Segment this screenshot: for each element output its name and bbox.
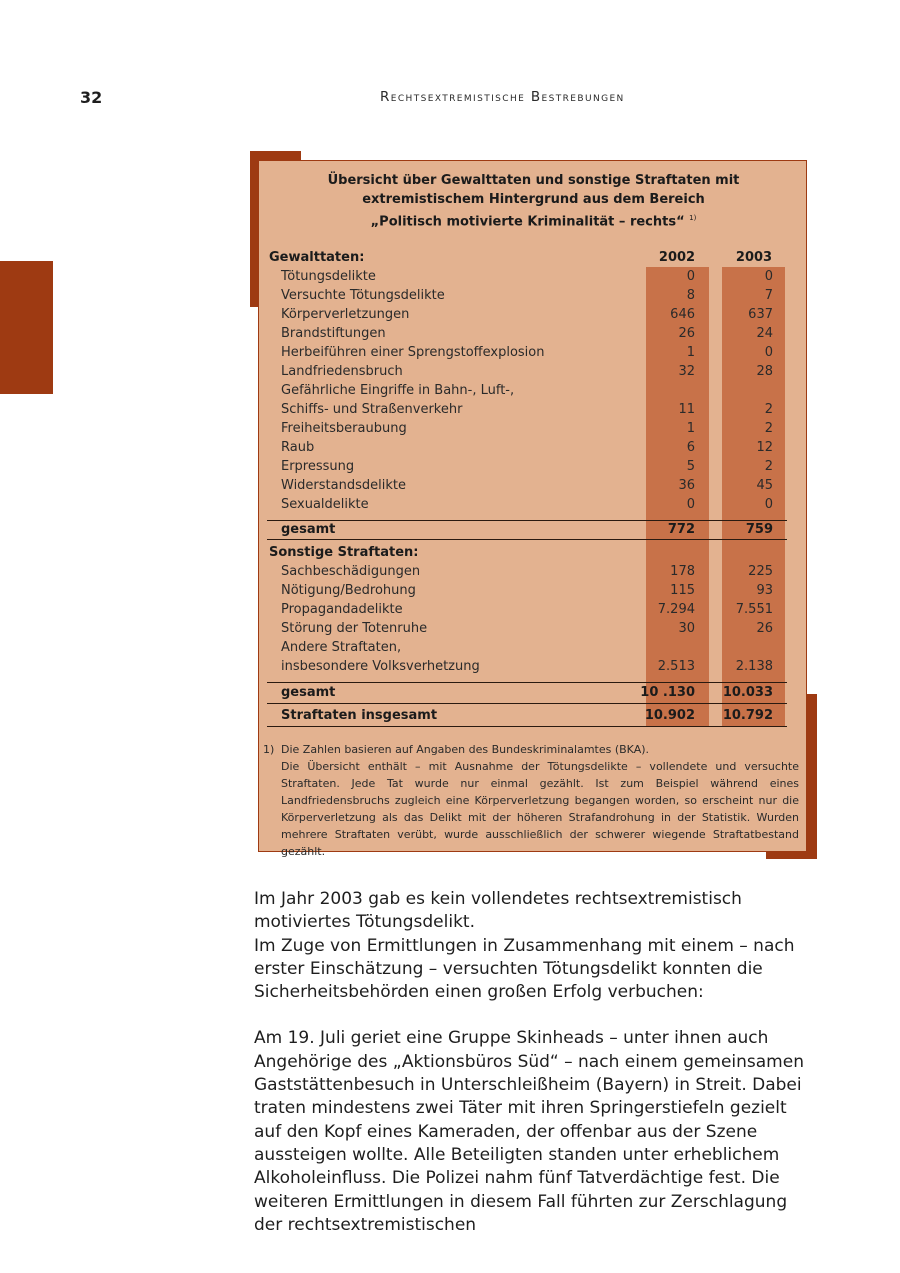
- row-label: Landfriedensbruch: [281, 364, 403, 379]
- table-row: [259, 324, 808, 343]
- table-row: [259, 305, 808, 324]
- footnote-ref: 1): [689, 214, 697, 222]
- footnote-line-1: Die Zahlen basieren auf Angaben des Bundeskriminalamtes (BKA).: [281, 743, 650, 756]
- row-label: Sachbeschädigungen: [281, 564, 421, 579]
- table-row: [259, 419, 808, 438]
- divider: [267, 726, 787, 727]
- value-2002: 1: [686, 345, 695, 360]
- value-2003: 93: [756, 583, 773, 598]
- table-row: [259, 600, 808, 619]
- value-2003: 2: [764, 402, 773, 417]
- table-row: [259, 581, 808, 600]
- violent-total-row: [259, 520, 808, 539]
- value-2002: 11: [678, 402, 695, 417]
- table-row: [259, 343, 808, 362]
- value-2003: 10.033: [722, 685, 773, 700]
- body-text: [254, 888, 816, 1237]
- value-2003: 2: [764, 421, 773, 436]
- value-2002: 7.294: [657, 602, 695, 617]
- row-label: gesamt: [281, 522, 336, 537]
- table-row: [259, 619, 808, 638]
- value-2002: 5: [686, 459, 695, 474]
- value-2003: 637: [748, 307, 773, 322]
- other-total-row: [259, 683, 808, 702]
- table-row: [259, 562, 808, 581]
- value-2003: 759: [745, 522, 773, 537]
- grand-total-row: [259, 706, 808, 725]
- other-heading-row: [259, 543, 808, 562]
- row-label: Raub: [281, 440, 315, 455]
- value-2003: 2: [764, 459, 773, 474]
- row-label: Sexualdelikte: [281, 497, 369, 512]
- table-row: [259, 657, 808, 676]
- value-2002: 36: [678, 478, 695, 493]
- value-2003: 26: [756, 621, 773, 636]
- table-footnote: [263, 741, 799, 860]
- row-label: Schiffs- und Straßenverkehr: [281, 402, 463, 417]
- row-label: Tötungsdelikte: [281, 269, 376, 284]
- value-2002: 0: [686, 269, 695, 284]
- value-2002: 32: [678, 364, 695, 379]
- table-row: [259, 362, 808, 381]
- table-title-line-1: Übersicht über Gewalttaten und sonstige Straftaten mit: [327, 173, 740, 188]
- statistics-table-box: [258, 160, 807, 858]
- page-number: 32: [80, 88, 103, 107]
- value-2002: 6: [686, 440, 695, 455]
- footnote-body: Die Übersicht enthält – mit Ausnahme der Tötungsdelikte – vollendete und versuchte Straftaten. Jede Tat wurde nur einmal gezählt. Ist zum Beispiel während eines Landfriedensbruchs zugleich eine Körperverletzung begangen worden, so erscheint nur die Körperverletzung als das Delikt mit der höheren Strafandrohung in der Statistik. Wurden mehrere Straftaten verübt, wurde ausschließlich der schwerer wiegende Straftatbestand gezählt.: [281, 760, 799, 858]
- row-label: Herbeiführen einer Sprengstoffexplosion: [281, 345, 545, 360]
- value-2003: 24: [756, 326, 773, 341]
- row-label: Gefährliche Eingriffe in Bahn-, Luft-,: [281, 383, 515, 398]
- value-2002: 772: [667, 522, 695, 537]
- row-label: Propagandadelikte: [281, 602, 403, 617]
- footnote-text: [281, 741, 799, 860]
- value-2002: 646: [670, 307, 695, 322]
- value-2003: 225: [748, 564, 773, 579]
- row-label: Versuchte Tötungsdelikte: [281, 288, 445, 303]
- row-label: Freiheitsberaubung: [281, 421, 407, 436]
- column-header-2003: 2003: [735, 250, 773, 265]
- table-title-line-2: extremistischem Hintergrund aus dem Bereich: [362, 192, 705, 207]
- value-2002: 0: [686, 497, 695, 512]
- running-head: Rechtsextremistische Bestrebungen: [380, 89, 625, 105]
- value-2003: 0: [764, 345, 773, 360]
- value-2002: 115: [670, 583, 695, 598]
- value-2003: 0: [764, 269, 773, 284]
- row-label: Nötigung/Bedrohung: [281, 583, 416, 598]
- footnote-marker: 1): [263, 743, 275, 756]
- paragraph-1: Im Jahr 2003 gab es kein vollendetes rechtsextremistisch motiviertes Tötungsdelikt.: [254, 889, 742, 933]
- row-label: Erpressung: [281, 459, 355, 474]
- value-2002: 2.513: [657, 659, 695, 674]
- column-header-2002: 2002: [658, 250, 696, 265]
- table-row: [259, 381, 808, 400]
- table-row: [259, 286, 808, 305]
- row-label: Widerstandsdelikte: [281, 478, 406, 493]
- section-heading-violent: Gewalttaten:: [269, 250, 365, 265]
- table-row: [259, 638, 808, 657]
- table-row: [259, 400, 808, 419]
- table-row: [259, 476, 808, 495]
- side-accent-bar: [0, 261, 53, 394]
- value-2002: 8: [686, 288, 695, 303]
- value-2003: 2.138: [735, 659, 773, 674]
- value-2003: 28: [756, 364, 773, 379]
- row-label: insbesondere Volksverhetzung: [281, 659, 480, 674]
- paragraph-2: Im Zuge von Ermittlungen in Zusammenhang mit einem – nach erster Einschätzung – versuchten Tötungsdelikt konnten die Sicherheitsbehörden einen großen Erfolg verbuchen:: [254, 935, 795, 1003]
- value-2002: 10.902: [644, 708, 695, 723]
- row-label: Störung der Totenruhe: [281, 621, 428, 636]
- value-2003: 7.551: [735, 602, 773, 617]
- table-title: [259, 171, 808, 231]
- value-2002: 178: [670, 564, 695, 579]
- value-2003: 10.792: [722, 708, 773, 723]
- value-2002: 1: [686, 421, 695, 436]
- row-label: Körperverletzungen: [281, 307, 410, 322]
- value-2003: 0: [764, 497, 773, 512]
- divider: [267, 703, 787, 704]
- row-label: Andere Straftaten,: [281, 640, 402, 655]
- table-row: [259, 457, 808, 476]
- paragraph-3: Am 19. Juli geriet eine Gruppe Skinheads – unter ihnen auch Angehörige des „Aktionsbüros Süd“ – nach einem gemeinsamen Gaststättenbesuch in Unterschleißheim (Bayern) in Streit. Dabei traten mindestens zwei Täter mit ihren Springerstiefeln gezielt auf den Kopf eines Kameraden, der offenbar aus der Szene aussteigen wollte. Alle Beteiligten standen unter erheblichem Alkoholeinfluss. Die Polizei nahm fünf Tatverdächtige fest. Die weiteren Ermittlungen in diesem Fall führten zur Zerschlagung der rechtsextremistischen: [254, 1028, 804, 1235]
- row-label: Brandstiftungen: [281, 326, 386, 341]
- value-2003: 45: [756, 478, 773, 493]
- table-row: [259, 438, 808, 457]
- row-label: gesamt: [281, 685, 336, 700]
- section-heading-other: Sonstige Straftaten:: [269, 545, 419, 560]
- table-header-row: [259, 248, 808, 267]
- value-2002: 26: [678, 326, 695, 341]
- table-row: [259, 267, 808, 286]
- value-2002: 10 .130: [640, 685, 695, 700]
- value-2003: 12: [756, 440, 773, 455]
- table-row: [259, 495, 808, 514]
- table-title-line-3: „Politisch motivierte Kriminalität – rechts“ $^{1)}$: [370, 214, 697, 230]
- divider: [267, 539, 787, 540]
- value-2003: 7: [764, 288, 773, 303]
- value-2002: 30: [678, 621, 695, 636]
- row-label: Straftaten insgesamt: [281, 708, 438, 723]
